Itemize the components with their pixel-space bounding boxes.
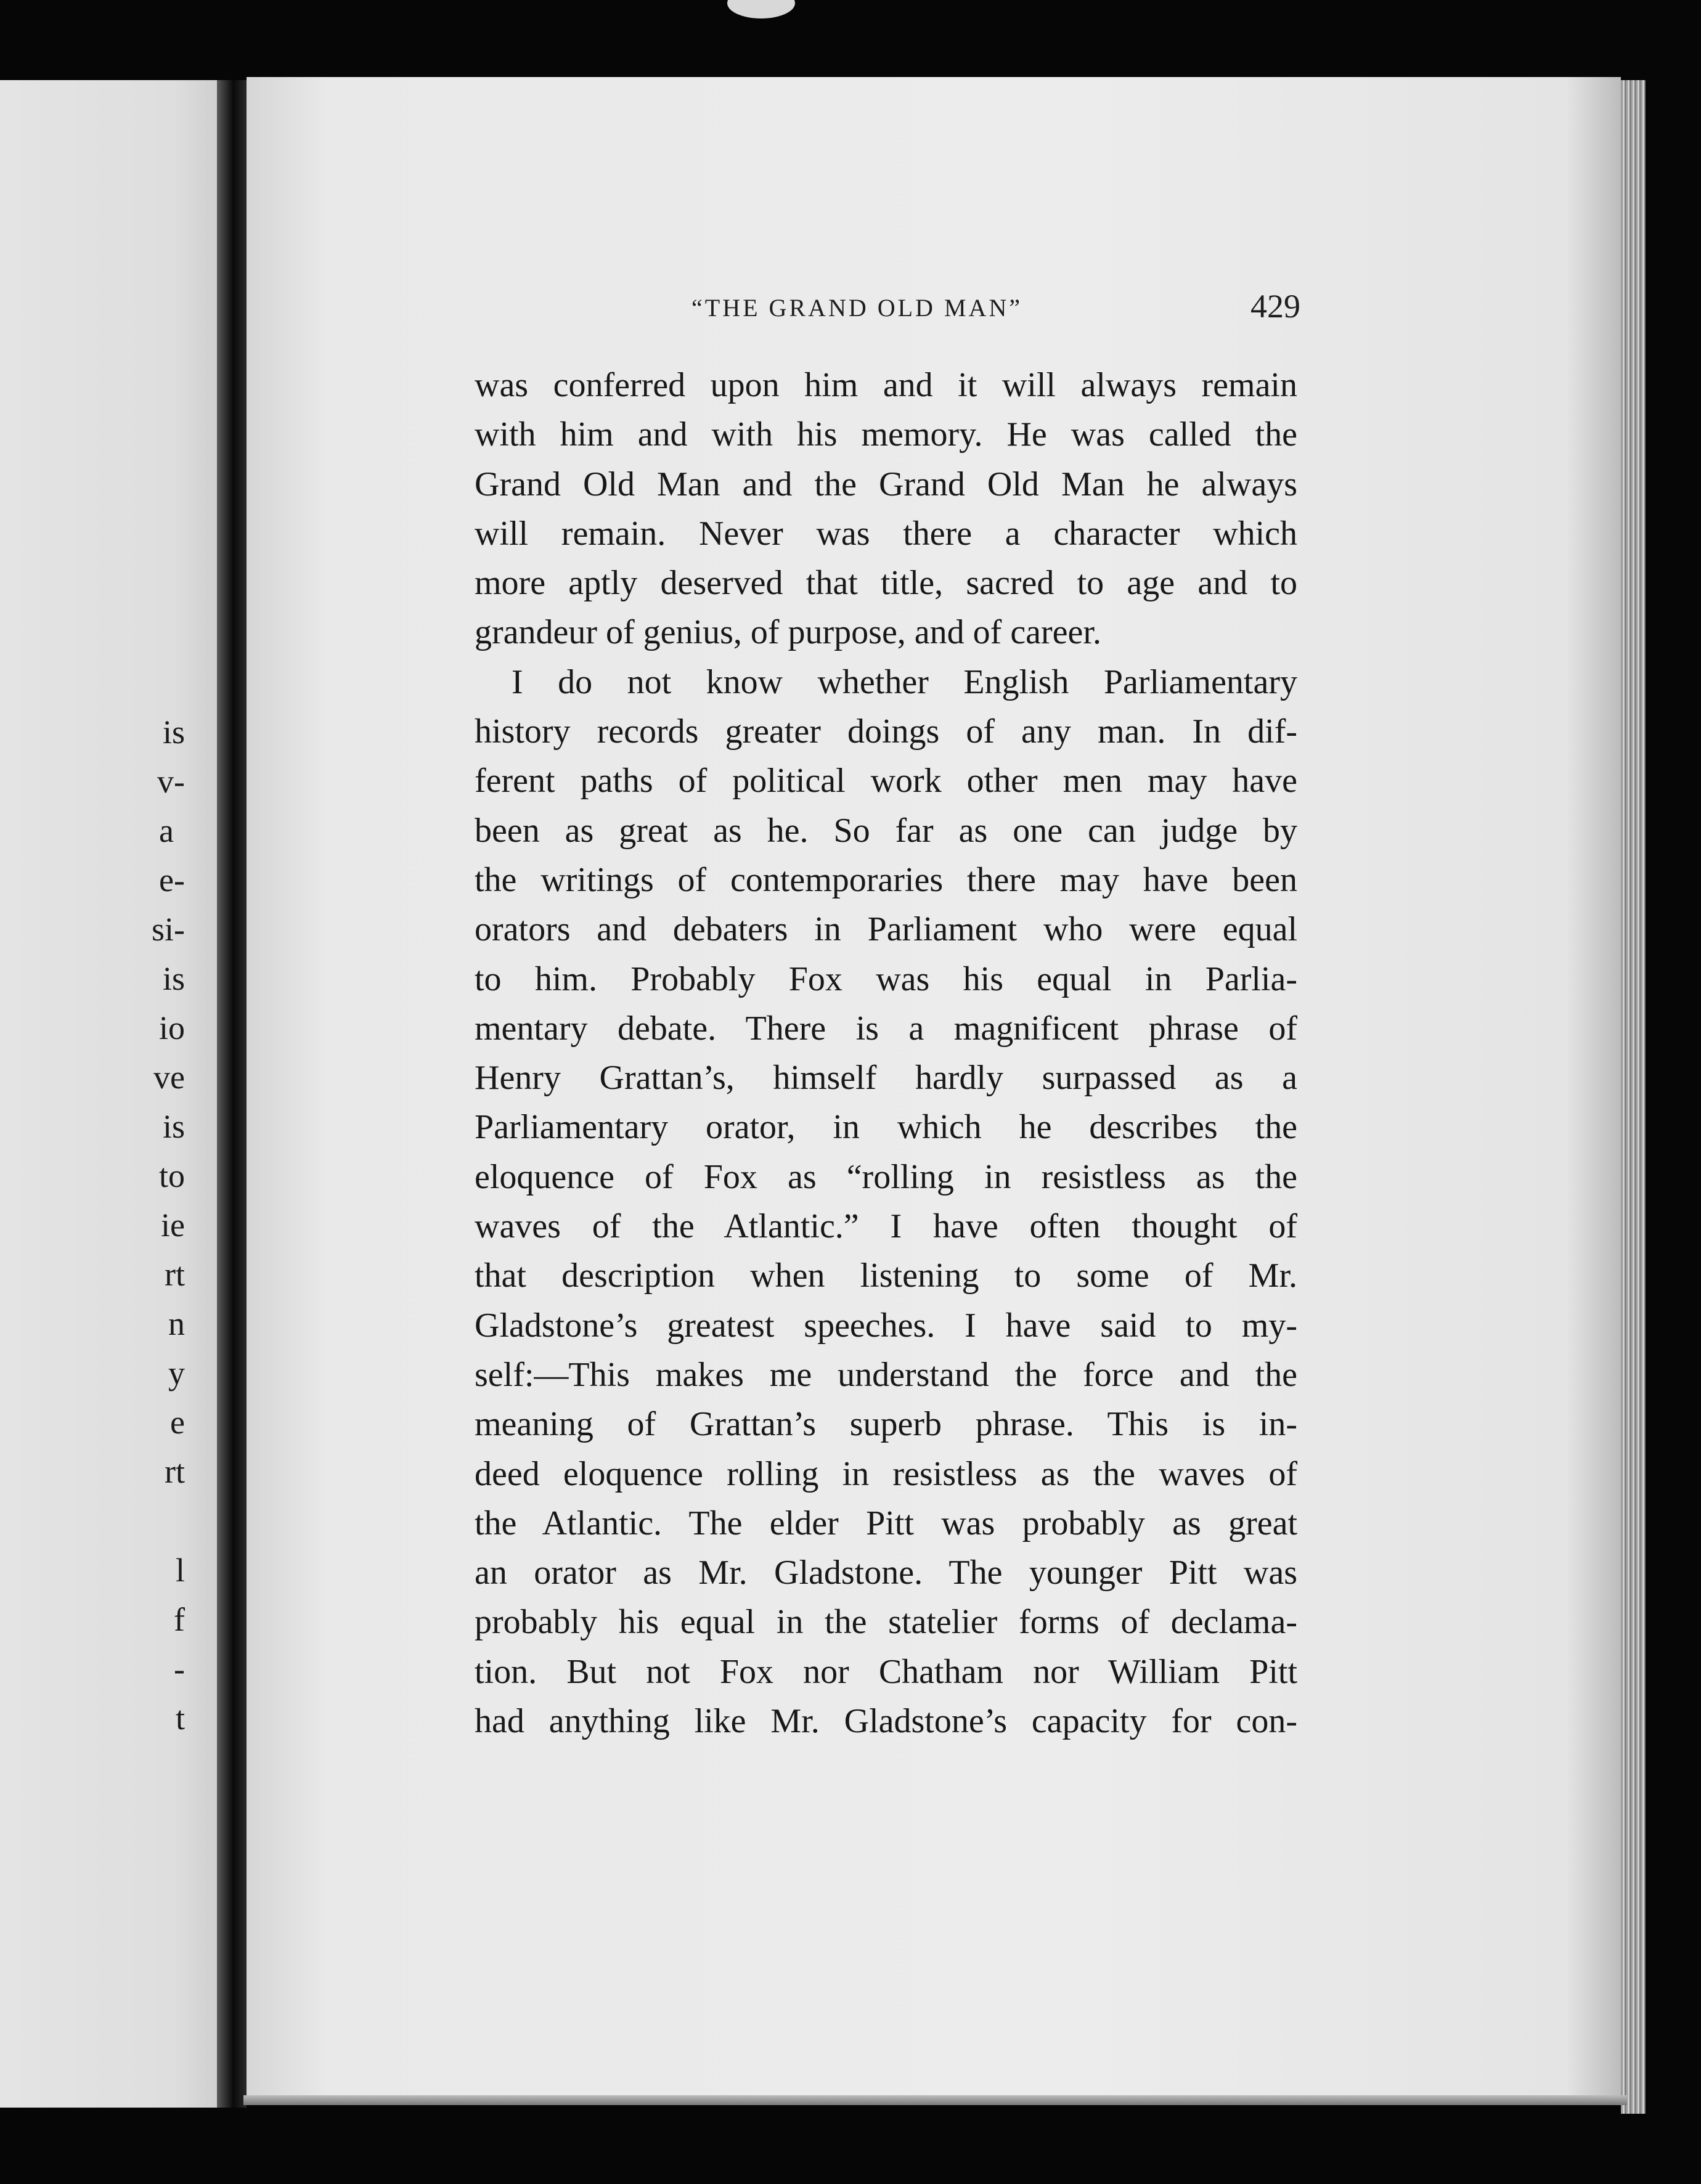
text-fragment: t — [175, 1700, 185, 1737]
text-fragment: is — [162, 1108, 185, 1145]
text-line: Parliamentary orator, in which he describes the — [475, 1108, 1297, 1147]
scan-artifact — [727, 0, 795, 18]
text-fragment: is — [162, 960, 185, 997]
text-line: Grand Old Man and the Grand Old Man he always — [475, 465, 1297, 503]
text-fragment: to — [158, 1157, 185, 1194]
text-line: been as great as he. So far as one can judge by — [475, 811, 1297, 850]
text-fragment: - — [174, 1650, 185, 1687]
text-fragment: a — [159, 812, 174, 849]
text-line: self:—This makes me understand the force and the — [475, 1355, 1297, 1394]
text-line: was conferred upon him and it will always remain — [475, 366, 1297, 404]
text-fragment: e — [170, 1404, 185, 1441]
running-head: “THE GRAND OLD MAN” — [691, 294, 1023, 322]
text-line: an orator as Mr. Gladstone. The younger Pitt was — [475, 1554, 1297, 1592]
page-number: 429 — [1250, 288, 1300, 325]
text-fragment: ve — [153, 1059, 185, 1096]
text-line: tion. But not Fox nor Chatham nor William Pitt — [475, 1652, 1297, 1691]
text-line: waves of the Atlantic.” I have often thought of — [475, 1207, 1297, 1246]
page-bottom-edge — [243, 2095, 1627, 2105]
text-line: will remain. Never was there a character which — [475, 514, 1297, 553]
text-fragment: y — [168, 1355, 185, 1391]
text-fragment: io — [158, 1009, 185, 1046]
text-line: more aptly deserved that title, sacred to age and to — [475, 564, 1297, 603]
text-line: the writings of contemporaries there may have been — [475, 860, 1297, 899]
text-fragment: f — [174, 1601, 185, 1638]
text-line: history records greater doings of any man. In dif- — [475, 712, 1297, 751]
text-line: the Atlantic. The elder Pitt was probably as great — [475, 1504, 1297, 1542]
text-line: grandeur of genius, of purpose, and of career. — [475, 613, 1101, 652]
text-line: that description when listening to some of Mr. — [475, 1257, 1297, 1295]
text-fragment: e- — [159, 862, 185, 898]
book-gutter — [217, 80, 247, 2108]
text-fragment: v- — [157, 763, 185, 800]
text-line: meaning of Grattan’s superb phrase. This is in- — [475, 1405, 1297, 1444]
text-line: I do not know whether English Parliamentary — [512, 662, 1297, 701]
text-line: to him. Probably Fox was his equal in Parlia- — [475, 960, 1297, 998]
text-line: orators and debaters in Parliament who were equal — [475, 910, 1297, 949]
text-fragment: ie — [161, 1207, 185, 1244]
page-edge — [1621, 80, 1646, 2114]
text-line: Gladstone’s greatest speeches. I have said to my- — [475, 1306, 1297, 1345]
body-text — [475, 361, 1297, 1746]
text-line: had anything like Mr. Gladstone’s capacity for con- — [475, 1702, 1297, 1741]
text-line: mentary debate. There is a magnificent phrase of — [475, 1009, 1297, 1048]
text-fragment: l — [175, 1552, 185, 1589]
text-line: Henry Grattan’s, himself hardly surpassed as a — [475, 1059, 1297, 1098]
text-fragment: rt — [165, 1256, 185, 1293]
text-line: with him and with his memory. He was called the — [475, 415, 1297, 454]
text-line: deed eloquence rolling in resistless as the waves of — [475, 1454, 1297, 1493]
text-fragment: rt — [165, 1453, 185, 1490]
text-line: eloquence of Fox as “rolling in resistless as the — [475, 1157, 1297, 1196]
text-fragment: n — [168, 1305, 185, 1342]
text-line: probably his equal in the statelier forms of declama- — [475, 1603, 1297, 1642]
text-fragment: is — [162, 714, 185, 751]
text-fragment: si- — [152, 911, 185, 948]
text-line: ferent paths of political work other men may have — [475, 762, 1297, 801]
